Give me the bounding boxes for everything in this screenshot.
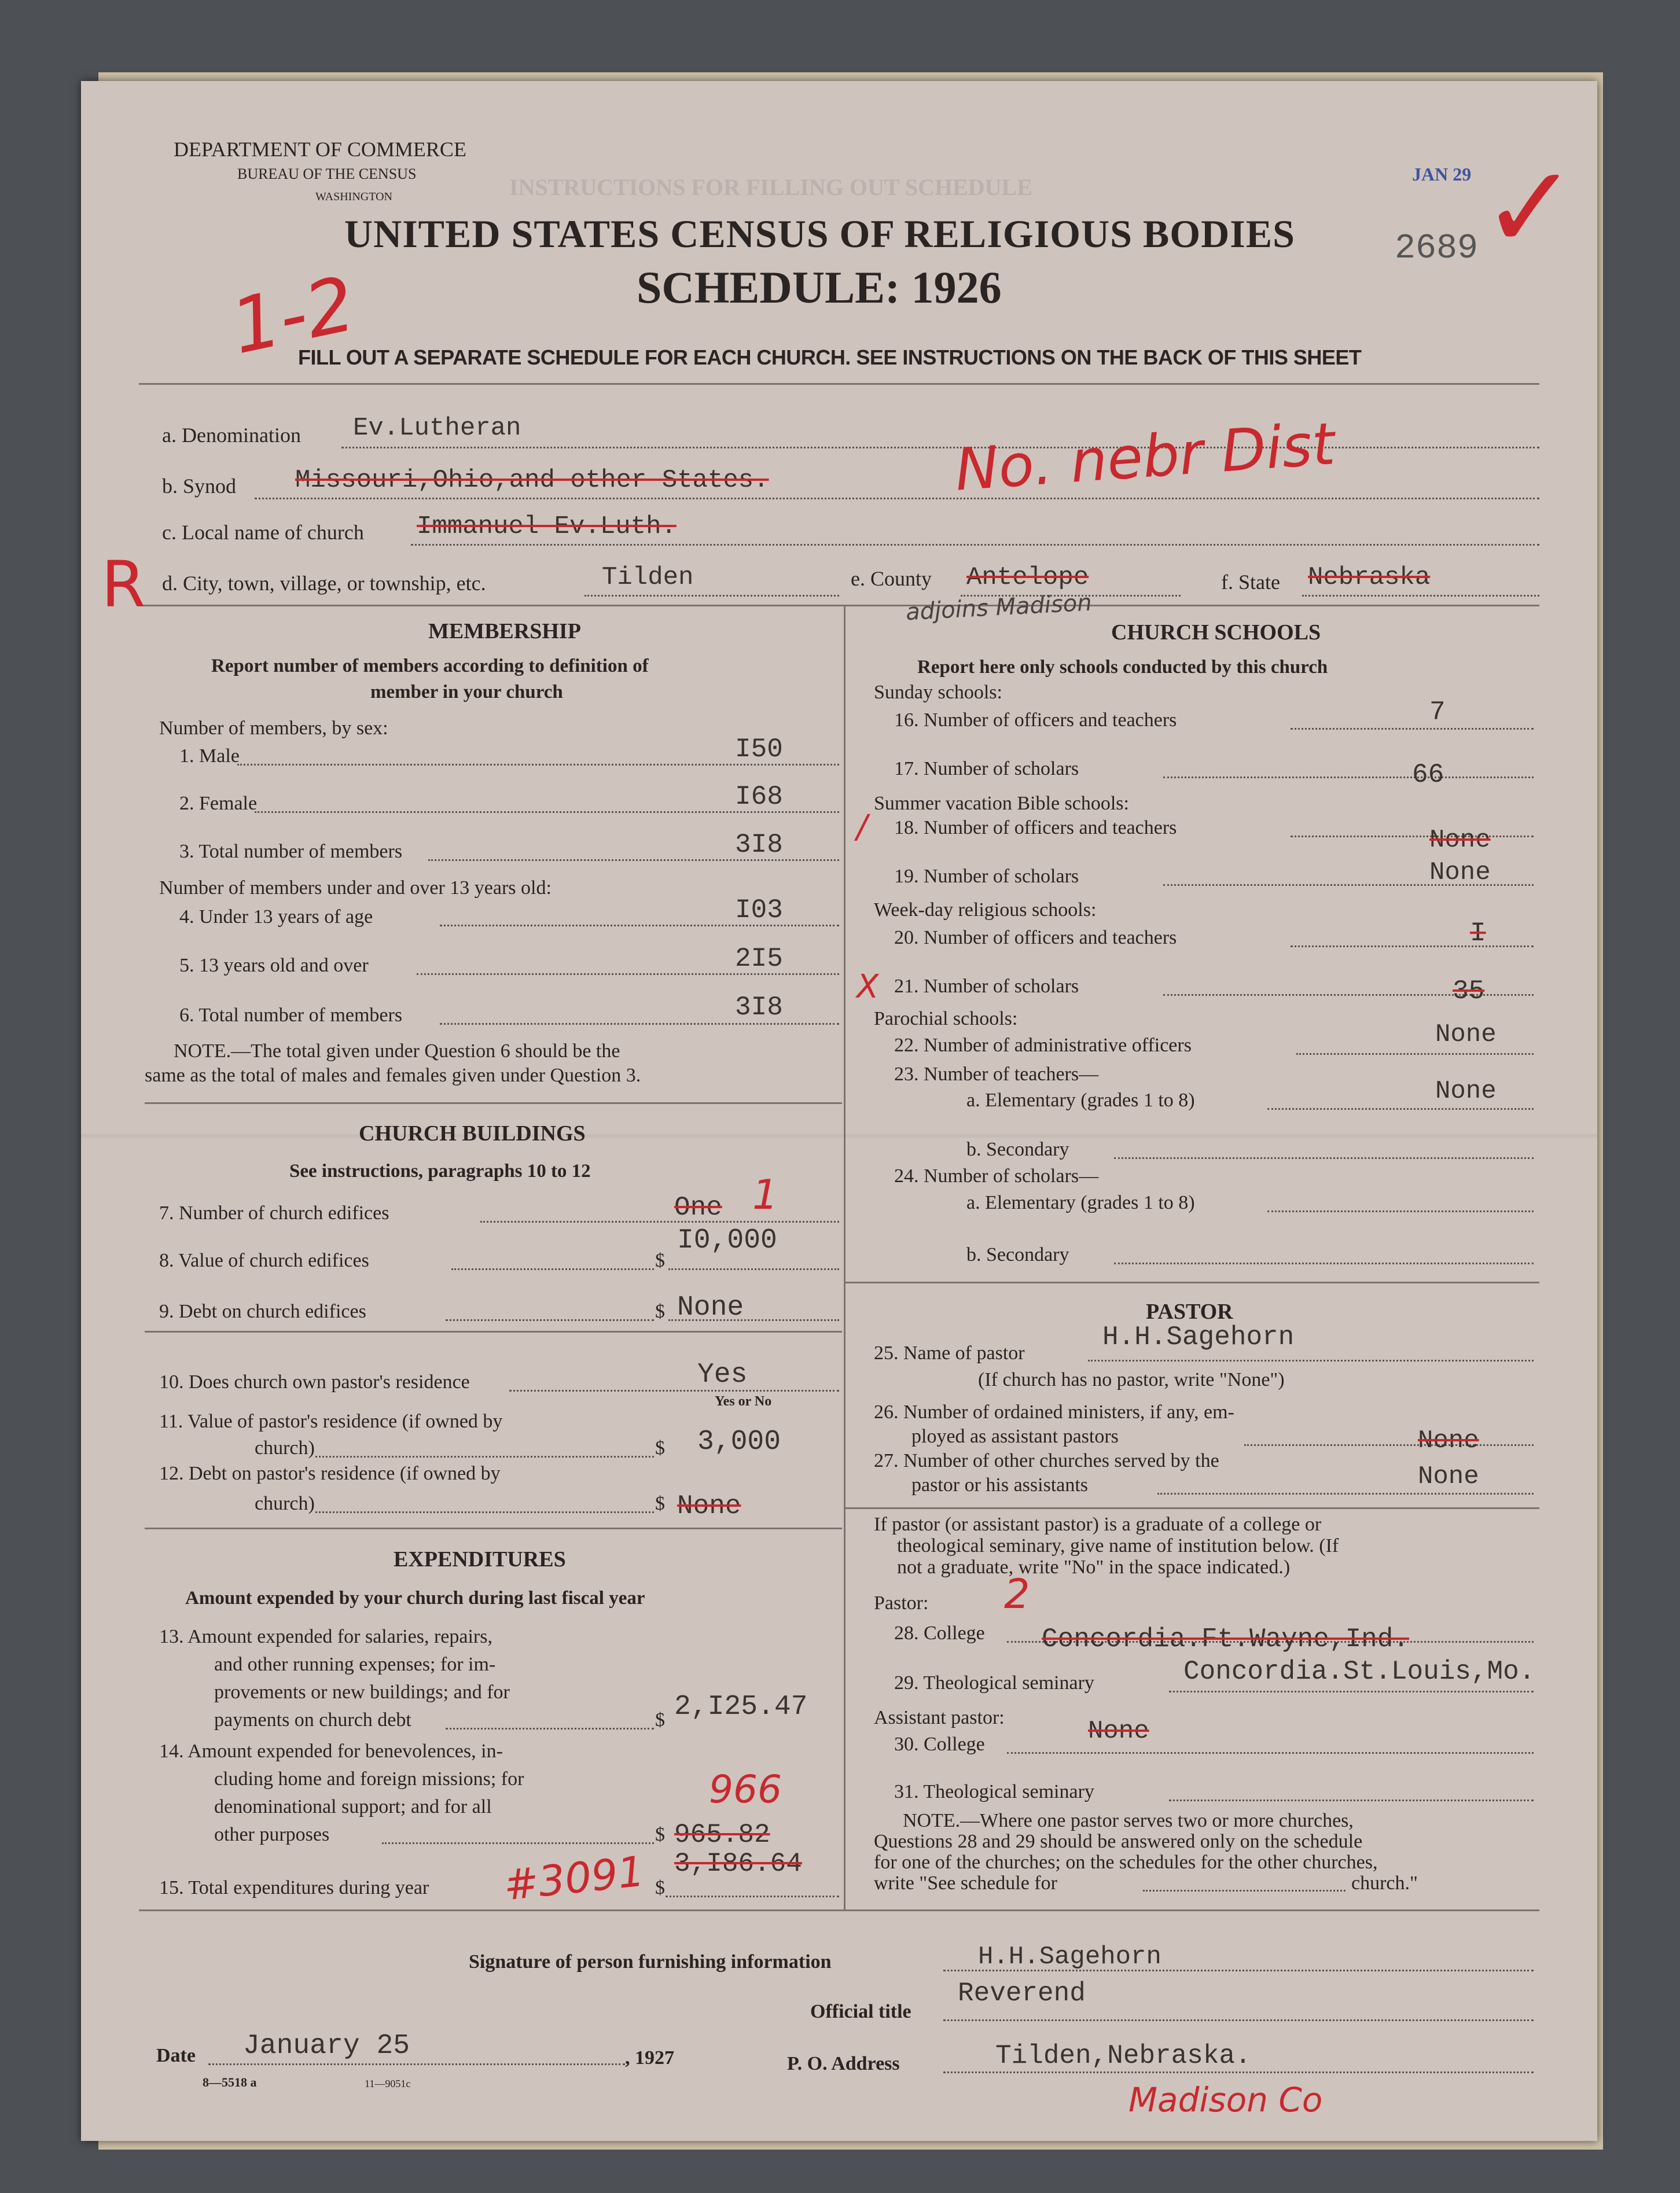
q8-value-line [668, 1268, 839, 1270]
q7-label: 7. Number of church edifices [159, 1202, 389, 1224]
denomination-line [341, 447, 1539, 448]
q29-line [1169, 1691, 1534, 1692]
membership-note-1: NOTE.—The total given under Question 6 should be the [174, 1040, 620, 1062]
city-value: Tilden [602, 563, 694, 592]
q15-label: 15. Total expenditures during year [159, 1877, 429, 1898]
buildings-rule [145, 1528, 842, 1529]
q20-line [1291, 945, 1534, 947]
q10-line [509, 1390, 839, 1392]
membership-heading: MEMBERSHIP [428, 619, 581, 643]
q25-line [1088, 1360, 1534, 1362]
graduate-note-3: not a graduate, write "No" in the space indicated.) [897, 1557, 1291, 1578]
q30-label: 30. College [894, 1734, 985, 1755]
q7-line [480, 1221, 839, 1223]
q6-line [440, 1023, 839, 1025]
pastor-note-2: Questions 28 and 29 should be answered only on the schedule [874, 1831, 1363, 1852]
q5-value: 2I5 [735, 944, 783, 974]
q12-dollar: $ [655, 1493, 665, 1514]
pastor-rule [845, 1507, 1539, 1509]
schools-heading: CHURCH SCHOOLS [1111, 620, 1321, 645]
annotation-benevolence-fix: 966 [709, 1767, 782, 1812]
q27-label-2: pastor or his assistants [911, 1474, 1089, 1496]
q17-value: 66 [1412, 760, 1444, 790]
q26-line [1244, 1444, 1534, 1446]
q13-label-1: 13. Amount expended for salaries, repairs, [159, 1626, 492, 1647]
official-title-label: Official title [810, 2001, 911, 2022]
bleed-through-text: INSTRUCTIONS FOR FILLING OUT SCHEDULE [509, 174, 1032, 200]
city-label: d. City, town, village, or township, etc. [162, 572, 486, 595]
expenditures-heading: EXPENDITURES [394, 1547, 566, 1572]
annotation-synod-district: No. nebr Dist [953, 410, 1337, 504]
q8-value: I0,000 [677, 1225, 777, 1256]
annotation-q18-mark: / [856, 808, 867, 846]
q20-label: 20. Number of officers and teachers [894, 927, 1177, 948]
pastor-note-1: NOTE.—Where one pastor serves two or more churches, [903, 1810, 1354, 1831]
q11-line [315, 1456, 654, 1458]
q8-line [451, 1268, 654, 1270]
date-year: , 1927 [625, 2047, 674, 2069]
synod-value: Missouri,Ohio,and other States. [295, 466, 769, 495]
membership-intro-2: member in your church [370, 682, 563, 702]
q15-line [666, 1896, 839, 1897]
membership-note-2: same as the total of males and females given under Question 3. [145, 1065, 641, 1086]
q19-label: 19. Number of scholars [894, 866, 1079, 887]
q23a-value: None [1435, 1077, 1497, 1106]
file-number: 2689 [1395, 229, 1479, 268]
q5-label: 5. 13 years old and over [179, 955, 369, 976]
q13-line [446, 1728, 654, 1730]
q3-value: 3I8 [735, 830, 783, 860]
q24-label: 24. Number of scholars— [894, 1165, 1099, 1187]
q24a-line [1267, 1210, 1534, 1212]
buildings-heading: CHURCH BUILDINGS [359, 1121, 586, 1146]
q6-label: 6. Total number of members [179, 1004, 403, 1026]
form-title: UNITED STATES CENSUS OF RELIGIOUS BODIES [344, 212, 1295, 256]
q12-line [315, 1511, 654, 1513]
q16-line [1291, 728, 1534, 730]
q30-value: None [1088, 1717, 1149, 1746]
q16-label: 16. Number of officers and teachers [894, 709, 1177, 731]
q26-label-1: 26. Number of ordained ministers, if any, em- [874, 1401, 1234, 1423]
annotation-q21-mark: X [856, 968, 879, 1006]
q11-dollar: $ [655, 1437, 665, 1459]
local-name-line [411, 544, 1539, 546]
signature-label: Signature of person furnishing information [469, 1951, 832, 1973]
denomination-value: Ev.Lutheran [353, 414, 521, 443]
q3-label: 3. Total number of members [179, 841, 403, 862]
q17-label: 17. Number of scholars [894, 758, 1079, 779]
date-value: January 25 [243, 2030, 410, 2062]
q7-value: One [674, 1193, 722, 1223]
signature-rule [139, 1909, 1539, 1911]
q22-value: None [1435, 1020, 1497, 1049]
q4-label: 4. Under 13 years of age [179, 906, 373, 928]
annotation-madison-county: Madison Co [1128, 2080, 1323, 2120]
q13-label-4: payments on church debt [214, 1709, 411, 1731]
county-label: e. County [851, 567, 932, 590]
q29-label: 29. Theological seminary [894, 1672, 1094, 1694]
q13-label-2: and other running expenses; for im- [214, 1654, 496, 1675]
county-value: Antelope [966, 563, 1089, 592]
q14-label-3: denominational support; and for all [214, 1796, 492, 1817]
q14-label-2: cluding home and foreign missions; for [214, 1768, 524, 1790]
parochial-label: Parochial schools: [874, 1008, 1018, 1029]
membership-rule [145, 1102, 842, 1104]
q11-label-1: 11. Value of pastor's residence (if owned by [159, 1411, 503, 1432]
form-number-2: 11—9051c [365, 2078, 411, 2089]
q27-line [1157, 1493, 1534, 1495]
po-address-label: P. O. Address [787, 2053, 900, 2074]
q14-value: 965.82 [674, 1820, 770, 1850]
q15-dollar: $ [655, 1877, 665, 1898]
buildings-mid-rule [145, 1331, 842, 1333]
annotation-top-left: 1-2 [223, 259, 362, 371]
received-stamp: JAN 29 [1412, 164, 1472, 185]
q16-value: 7 [1429, 697, 1446, 727]
q12-value: None [677, 1491, 741, 1521]
q20-value: I [1470, 918, 1486, 948]
q9-value: None [677, 1292, 744, 1323]
q23a-line [1267, 1108, 1534, 1110]
q21-label: 21. Number of scholars [894, 976, 1079, 997]
q12-label-2: church) [255, 1493, 315, 1514]
state-value: Nebraska [1308, 563, 1431, 592]
sunday-label: Sunday schools: [874, 682, 1002, 703]
official-title-value: Reverend [958, 1978, 1086, 2008]
state-label: f. State [1221, 571, 1280, 594]
pastor-note-3: for one of the churches; on the schedules for the other churches, [874, 1852, 1378, 1873]
graduate-note-1: If pastor (or assistant pastor) is a graduate of a college or [874, 1514, 1322, 1535]
date-label: Date [156, 2045, 196, 2066]
q1-value: I50 [735, 734, 783, 764]
header-rule [139, 383, 1539, 385]
pastor-heading: PASTOR [1146, 1300, 1233, 1324]
graduate-note-2: theological seminary, give name of institution below. (If [897, 1535, 1339, 1557]
q17-line [1163, 777, 1534, 778]
state-line [1302, 595, 1539, 597]
q25-label: 25. Name of pastor [874, 1342, 1025, 1364]
q15-value: 3,I86.64 [674, 1849, 802, 1879]
q25-value: H.H.Sagehorn [1102, 1322, 1295, 1352]
q10-value: Yes [697, 1359, 748, 1390]
q9-line [446, 1319, 654, 1321]
form-number-1: 8—5518 a [203, 2075, 257, 2089]
signature-value: H.H.Sagehorn [978, 1942, 1161, 1971]
q13-value: 2,I25.47 [674, 1691, 808, 1723]
synod-label: b. Synod [162, 474, 237, 498]
q29-value: Concordia.St.Louis,Mo. [1183, 1657, 1535, 1687]
q14-label-1: 14. Amount expended for benevolences, in- [159, 1741, 503, 1762]
q1-label: 1. Male [179, 745, 240, 767]
annotation-pastor-count: 2 [1004, 1570, 1030, 1618]
denomination-label: a. Denomination [162, 424, 301, 447]
q23-label: 23. Number of teachers— [894, 1064, 1099, 1085]
q25-note: (If church has no pastor, write "None") [978, 1369, 1285, 1390]
official-title-line [943, 2019, 1534, 2021]
pastor-note-5: church." [1351, 1872, 1418, 1894]
q30-line [1007, 1752, 1534, 1754]
local-name-value: Immanuel Ev.Luth. [417, 512, 677, 541]
q31-line [1169, 1800, 1534, 1801]
date-line [208, 2063, 625, 2065]
q8-label: 8. Value of church edifices [159, 1250, 369, 1271]
q2-value: I68 [735, 782, 783, 812]
q26-label-2: ployed as assistant pastors [911, 1426, 1119, 1447]
assistant-label: Assistant pastor: [874, 1707, 1005, 1728]
q11-label-2: church) [255, 1437, 315, 1459]
q23a-label: a. Elementary (grades 1 to 8) [966, 1090, 1195, 1111]
local-name-label: c. Local name of church [162, 521, 364, 544]
section-rule [139, 605, 1539, 606]
q6-value: 3I8 [735, 992, 783, 1022]
q10-label: 10. Does church own pastor's residence [159, 1371, 470, 1393]
annotation-adjoins: adjoins Madison [905, 589, 1093, 626]
q13-dollar: $ [655, 1709, 665, 1731]
q31-label: 31. Theological seminary [894, 1781, 1094, 1802]
pastor-note-4: write "See schedule for [874, 1872, 1057, 1894]
synod-line [255, 498, 1539, 499]
q8-dollar: $ [655, 1250, 665, 1271]
schedule-title: SCHEDULE: 1926 [637, 262, 1002, 312]
q2-label: 2. Female [179, 793, 258, 814]
q27-label-1: 27. Number of other churches served by the [874, 1450, 1219, 1471]
city-line: WASHINGTON [315, 190, 392, 203]
annotation-total-fix: #3091 [501, 1846, 647, 1910]
city-field-line [584, 595, 839, 597]
bureau-line: BUREAU OF THE CENSUS [237, 165, 417, 182]
q9-dollar: $ [655, 1301, 665, 1322]
q18-label: 18. Number of officers and teachers [894, 817, 1177, 838]
q9-label: 9. Debt on church edifices [159, 1301, 366, 1322]
q9-value-line [668, 1319, 839, 1321]
by-sex-label: Number of members, by sex: [159, 717, 388, 739]
yes-or-no-hint: Yes or No [715, 1394, 772, 1409]
q22-label: 22. Number of administrative officers [894, 1035, 1192, 1056]
fold-line [81, 1134, 1597, 1138]
q21-value: 35 [1453, 976, 1485, 1006]
q24b-line [1114, 1263, 1534, 1264]
by-age-label: Number of members under and over 13 years old: [159, 877, 552, 899]
q23b-label: b. Secondary [966, 1139, 1069, 1160]
annotation-edifice-count: 1 [752, 1171, 778, 1219]
q11-value: 3,000 [697, 1426, 781, 1458]
schools-sub: Report here only schools conducted by this church [917, 657, 1328, 678]
q27-value: None [1418, 1462, 1479, 1491]
q22-line [1296, 1053, 1534, 1055]
q13-label-3: provements or new buildings; and for [214, 1681, 510, 1703]
membership-intro-1: Report number of members according to definition of [211, 656, 649, 676]
q18-value: None [1429, 826, 1491, 855]
buildings-sub: See instructions, paragraphs 10 to 12 [289, 1161, 591, 1182]
see-schedule-line [1143, 1890, 1346, 1892]
q19-value: None [1429, 858, 1491, 887]
instruction-line: FILL OUT A SEPARATE SCHEDULE FOR EACH CHURCH. SEE INSTRUCTIONS ON THE BACK OF THIS SHEET [298, 345, 1362, 369]
q14-dollar: $ [655, 1824, 665, 1845]
check-mark-icon: ✓ [1482, 141, 1579, 275]
expenditures-sub: Amount expended by your church during last fiscal year [185, 1588, 645, 1609]
schools-rule [845, 1282, 1539, 1283]
q28-label: 28. College [894, 1622, 985, 1644]
dept-line: DEPARTMENT OF COMMERCE [174, 138, 466, 161]
q24b-label: b. Secondary [966, 1244, 1069, 1265]
q4-value: I03 [735, 895, 783, 925]
annotation-r: R [101, 547, 146, 621]
summer-label: Summer vacation Bible schools: [874, 793, 1129, 814]
q18-line [1291, 836, 1534, 837]
column-divider [844, 605, 845, 1909]
weekday-label: Week-day religious schools: [874, 899, 1097, 921]
pastor-sub-label: Pastor: [874, 1592, 929, 1614]
q28-value: Concordia.Ft.Wayne,Ind. [1042, 1624, 1409, 1654]
q14-label-4: other purposes [214, 1824, 330, 1845]
q23b-line [1114, 1157, 1534, 1159]
q14-line [382, 1842, 654, 1844]
q12-label-1: 12. Debt on pastor's residence (if owned by [159, 1463, 501, 1484]
q26-value: None [1418, 1426, 1479, 1455]
po-address-value: Tilden,Nebraska. [995, 2041, 1251, 2071]
po-address-line [943, 2071, 1534, 2073]
q24a-label: a. Elementary (grades 1 to 8) [966, 1192, 1195, 1213]
